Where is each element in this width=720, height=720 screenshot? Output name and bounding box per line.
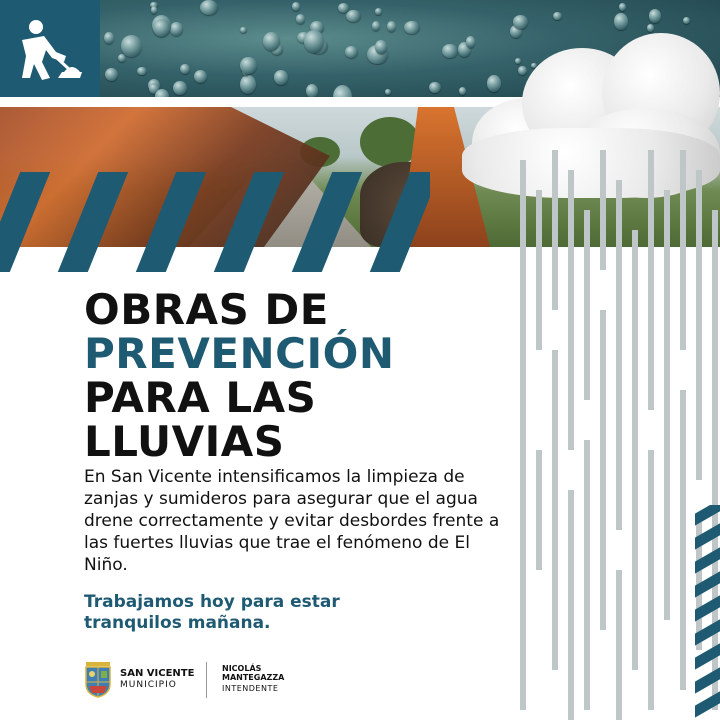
- raindrop: [292, 2, 300, 11]
- rain-line: [664, 190, 670, 620]
- headline-line-1: OBRAS DE: [84, 285, 329, 334]
- raindrop: [180, 64, 189, 74]
- headline-line-2: PREVENCIÓN: [84, 329, 395, 378]
- rain-line: [680, 390, 686, 690]
- raindrop: [683, 17, 690, 24]
- raindrop: [346, 10, 361, 23]
- raindrop: [372, 21, 380, 31]
- raindrop: [404, 21, 420, 34]
- rain-line: [568, 170, 574, 450]
- municipal-shield-icon: [84, 662, 112, 698]
- raindrop: [137, 67, 147, 75]
- rain-line: [616, 180, 622, 530]
- raindrop: [429, 82, 441, 94]
- footer-divider: [206, 662, 207, 698]
- tagline: Trabajamos hoy para estar tranquilos mañana.: [84, 592, 340, 633]
- raindrop: [442, 44, 458, 58]
- raindrop: [200, 0, 218, 15]
- construction-worker-shoveling-icon: [0, 0, 100, 97]
- raindrop: [385, 89, 391, 95]
- raindrop: [153, 19, 171, 37]
- raindrop: [240, 27, 246, 33]
- raindrop: [649, 9, 661, 22]
- rain-line: [696, 170, 702, 480]
- raindrop: [619, 3, 626, 11]
- rain-line: [632, 230, 638, 670]
- rain-line: [536, 190, 542, 350]
- raindrop: [194, 70, 208, 83]
- rain-line: [584, 440, 590, 710]
- rain-line: [552, 350, 558, 670]
- rain-line: [520, 160, 526, 710]
- raindrop: [170, 22, 183, 36]
- raindrop: [173, 81, 186, 95]
- rain-line: [552, 150, 558, 310]
- raindrop: [274, 70, 288, 85]
- municipality-name: SAN VICENTE: [120, 668, 195, 679]
- mayor-last-name: MANTEGAZZA: [222, 673, 285, 682]
- raindrop: [387, 21, 396, 32]
- rain-lines-decoration: [520, 150, 720, 720]
- raindrop: [333, 85, 352, 97]
- rain-line: [616, 570, 622, 720]
- hazard-stripes: [0, 172, 430, 272]
- raindrop: [104, 32, 113, 44]
- body-paragraph: En San Vicente intensificamos la limpieza de zanjas y sumideros para asegurar que el agua drene correctamente y evitar desbordes frente a las fuertes lluvias que trae el fenómeno de El Niño.: [84, 467, 500, 575]
- mayor-first-name: NICOLÁS: [222, 664, 262, 673]
- raindrop: [121, 35, 141, 57]
- corner-stripes: [695, 505, 720, 720]
- mayor-name: [222, 664, 284, 682]
- rain-line: [680, 150, 686, 350]
- raindrop: [155, 89, 169, 97]
- headline-line-4: LLUVIAS: [84, 417, 285, 466]
- raindrop: [553, 12, 562, 20]
- raindrop: [296, 14, 305, 23]
- raindrop: [240, 57, 257, 74]
- rain-line: [648, 150, 654, 410]
- raindrop: [151, 6, 157, 14]
- rain-line: [648, 450, 654, 710]
- raindrop: [105, 68, 118, 81]
- rain-line: [600, 310, 606, 630]
- raindrop: [375, 40, 387, 55]
- raindrop: [513, 15, 529, 29]
- raindrop: [263, 32, 279, 50]
- headline-line-3: PARA LAS: [84, 373, 317, 422]
- raindrop: [304, 30, 324, 53]
- raindrop: [345, 46, 358, 58]
- raindrop: [240, 75, 256, 94]
- rain-line: [584, 210, 590, 400]
- rain-line: [600, 150, 606, 270]
- headline: [84, 285, 395, 466]
- rain-line: [536, 450, 542, 570]
- raindrop: [306, 84, 318, 97]
- rain-line: [568, 490, 574, 720]
- municipality-label: MUNICIPIO: [120, 680, 177, 690]
- worker-icon-badge: [0, 0, 100, 97]
- raindrop: [375, 8, 382, 15]
- mayor-role: INTENDENTE: [222, 684, 279, 693]
